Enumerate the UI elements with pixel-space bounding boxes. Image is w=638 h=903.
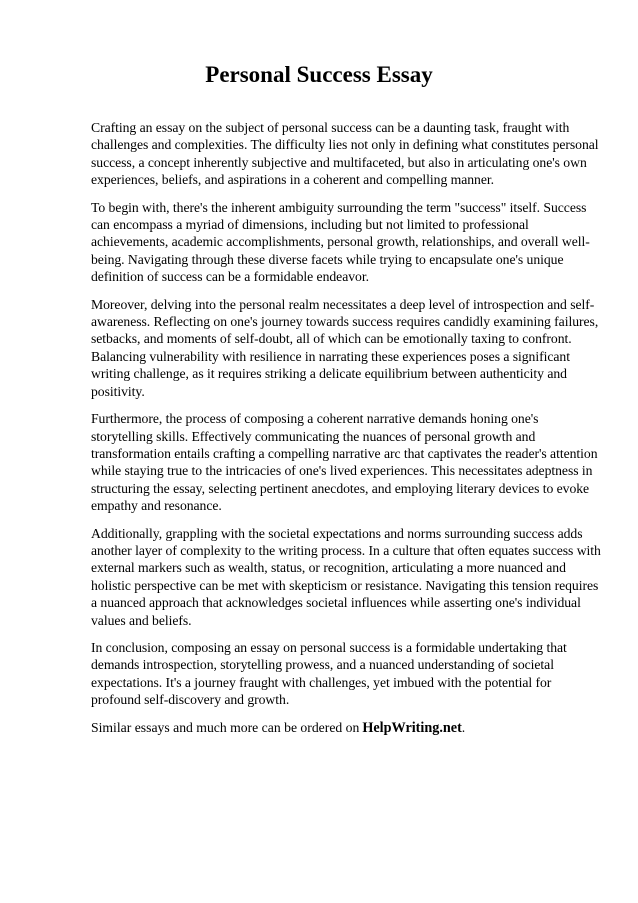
cta-prefix: Similar essays and much more can be ordered on (91, 719, 360, 735)
paragraph-5: Additionally, grappling with the societal expectations and norms surrounding success adds another layer of complexity to the writing process. In a culture that often equates success with external markers such as wealth, status, or recognition, articulating a more nuanced and holistic perspective can be met with skepticism or resistance. Navigating this tension requires a nuanced approach that acknowledges societal influences while asserting one's individual values and beliefs. (91, 525, 601, 628)
page-title: Personal Success Essay (205, 62, 433, 87)
paragraph-1: Crafting an essay on the subject of personal success can be a daunting task, fraught with challenges and complexities. The difficulty lies not only in defining what constitutes personal success, a concept inherently subjective and multifaceted, but also in articulating one's own experiences, beliefs, and aspirations in a coherent and compelling manner. (91, 120, 599, 188)
cta-suffix: . (461, 719, 466, 735)
cta-line (91, 719, 601, 737)
paragraph-2: To begin with, there's the inherent ambiguity surrounding the term "success" itself. Success can encompass a myriad of dimensions, including but not limited to professional achievements, academic accomplishments, personal growth, relationships, and overall well-being. Navigating through these diverse facets while trying to encapsulate one's unique definition of success can be a formidable endeavor. (91, 199, 590, 285)
paragraph-4: Furthermore, the process of composing a coherent narrative demands honing one's storytelling skills. Effectively communicating the nuances of personal growth and transformation entails crafting a compelling narrative arc that captivates the reader's attention while staying true to the intricacies of one's lived experiences. This necessitates adeptness in structuring the essay, selecting pertinent anecdotes, and employing literary devices to evoke empathy and resonance. (91, 411, 598, 514)
paragraph-6: In conclusion, composing an essay on personal success is a formidable undertaking that demands introspection, storytelling prowess, and a nuanced understanding of societal expectations. It's a journey fraught with challenges, yet imbued with the potential for profound self-discovery and growth. (91, 639, 567, 708)
essay-body (91, 119, 601, 737)
helpwriting-link[interactable]: HelpWriting.net (362, 719, 462, 736)
paragraph-3: Moreover, delving into the personal realm necessitates a deep level of introspection and self-awareness. Reflecting on one's journey towards success requires candidly examining failures, setbacks, and moments of self-doubt, all of which can be emotionally taxing to confront. Balancing vulnerability with resilience in narrating these experiences poses a significant writing challenge, as it requires striking a delicate equilibrium between authenticity and positivity. (91, 296, 599, 399)
